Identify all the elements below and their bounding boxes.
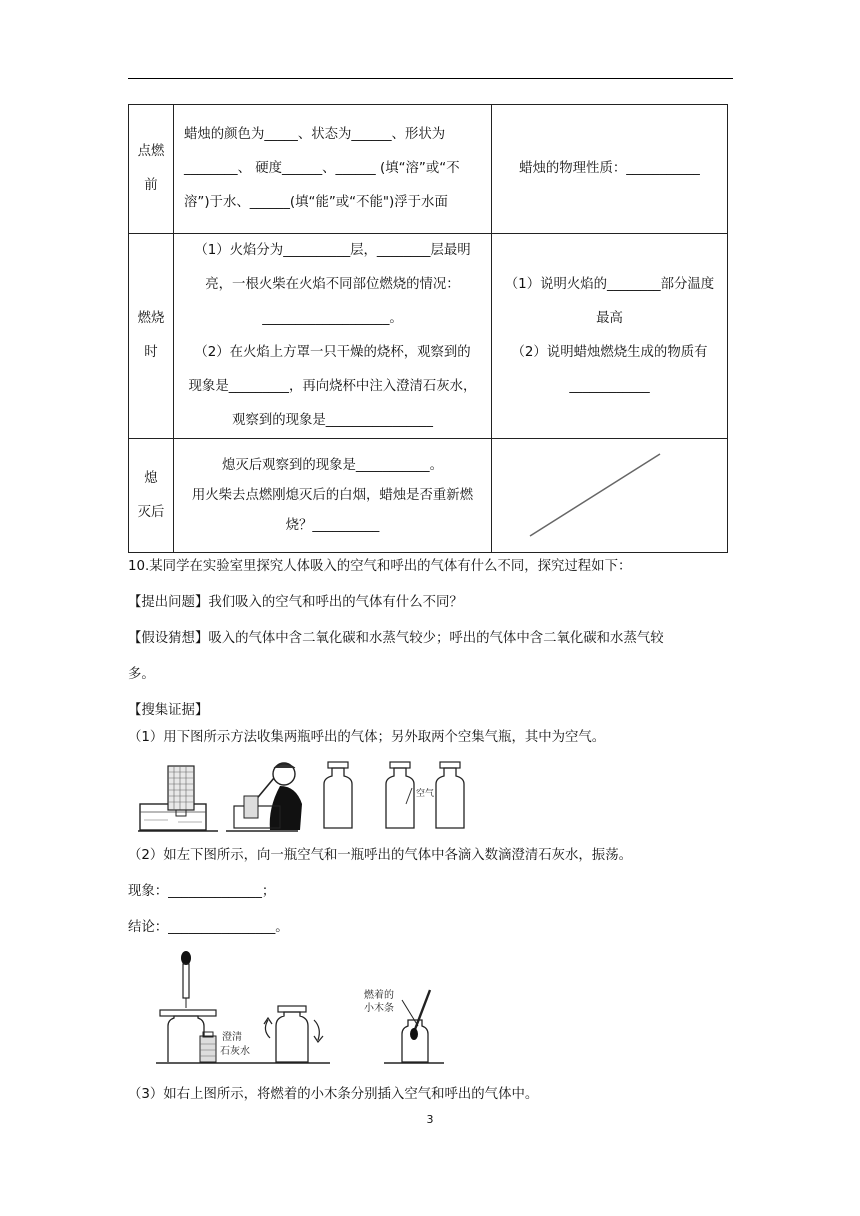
table-row <box>129 439 728 553</box>
conclusion-line: 结论：________________。 <box>128 920 289 935</box>
limewater-and-stick-figure <box>134 950 454 1070</box>
row-label: 点燃 前 <box>129 105 174 234</box>
row-label: 燃烧 时 <box>129 234 174 439</box>
air-label: 空气 <box>416 789 435 799</box>
step1-text: （1）用下图所示方法收集两瓶呼出的气体；另外取两个空集气瓶，其中为空气。 <box>128 730 606 745</box>
stick-label-1: 燃着的 <box>364 990 394 1001</box>
table-cell: 熄灭后观察到的现象是___________。 用火柴去点燃刚熄灭后的白烟，蜡烛是否重新燃 烧？__________ <box>174 439 492 553</box>
stick-label-2: 小木条 <box>364 1003 394 1014</box>
step3-text: （3）如右上图所示，将燃着的小木条分别插入空气和呼出的气体中。 <box>128 1087 539 1102</box>
table-cell: （1）火焰分为__________层，________层最明 亮，一根火柴在火焰不同部位燃烧的情况： ___________________。 （2）在火焰上方罩一只干燥的烧杯，观察到的 现象是_________，再向烧杯中注入澄清石灰水， 观察到的现象是________________ <box>174 234 492 439</box>
experiment-table <box>128 104 728 553</box>
step2-text: （2）如左下图所示，向一瓶空气和一瓶呼出的气体中各滴入数滴澄清石灰水，振荡。 <box>128 848 632 863</box>
table-cell: （1）说明火焰的________部分温度 最高 （2）说明蜡烛燃烧生成的物质有 ____________ <box>492 234 728 439</box>
table-row <box>129 105 728 234</box>
header-rule <box>128 78 733 79</box>
limewater-label-2: 石灰水 <box>220 1046 250 1057</box>
hypothesis-line-2: 多。 <box>128 667 155 682</box>
page-number: 3 <box>426 1113 434 1126</box>
row-label: 熄 灭后 <box>129 439 174 553</box>
diagonal-line-figure <box>510 446 710 546</box>
gas-collection-figure <box>138 758 483 838</box>
phenomenon-line: 现象：______________； <box>128 884 276 899</box>
table-cell: 蜡烛的物理性质：___________ <box>492 105 728 234</box>
table-cell: 蜡烛的颜色为_____、状态为______、形状为 ________、 硬度______、______ (填“溶”或“不 溶”)于水、______(填“能”或“不能")浮于水面 <box>174 105 492 234</box>
q10-intro: 10.某同学在实验室里探究人体吸入的空气和呼出的气体有什么不同，探究过程如下： <box>128 559 632 574</box>
table-cell <box>492 439 728 553</box>
hypothesis-line-1: 【假设猜想】吸入的气体中含二氧化碳和水蒸气较少；呼出的气体中含二氧化碳和水蒸气较 <box>128 631 664 646</box>
question-text: 【提出问题】我们吸入的空气和呼出的气体有什么不同？ <box>128 595 463 610</box>
table-row <box>129 234 728 439</box>
limewater-label-1: 澄清 <box>222 1032 242 1043</box>
evidence-heading: 【搜集证据】 <box>128 703 209 718</box>
